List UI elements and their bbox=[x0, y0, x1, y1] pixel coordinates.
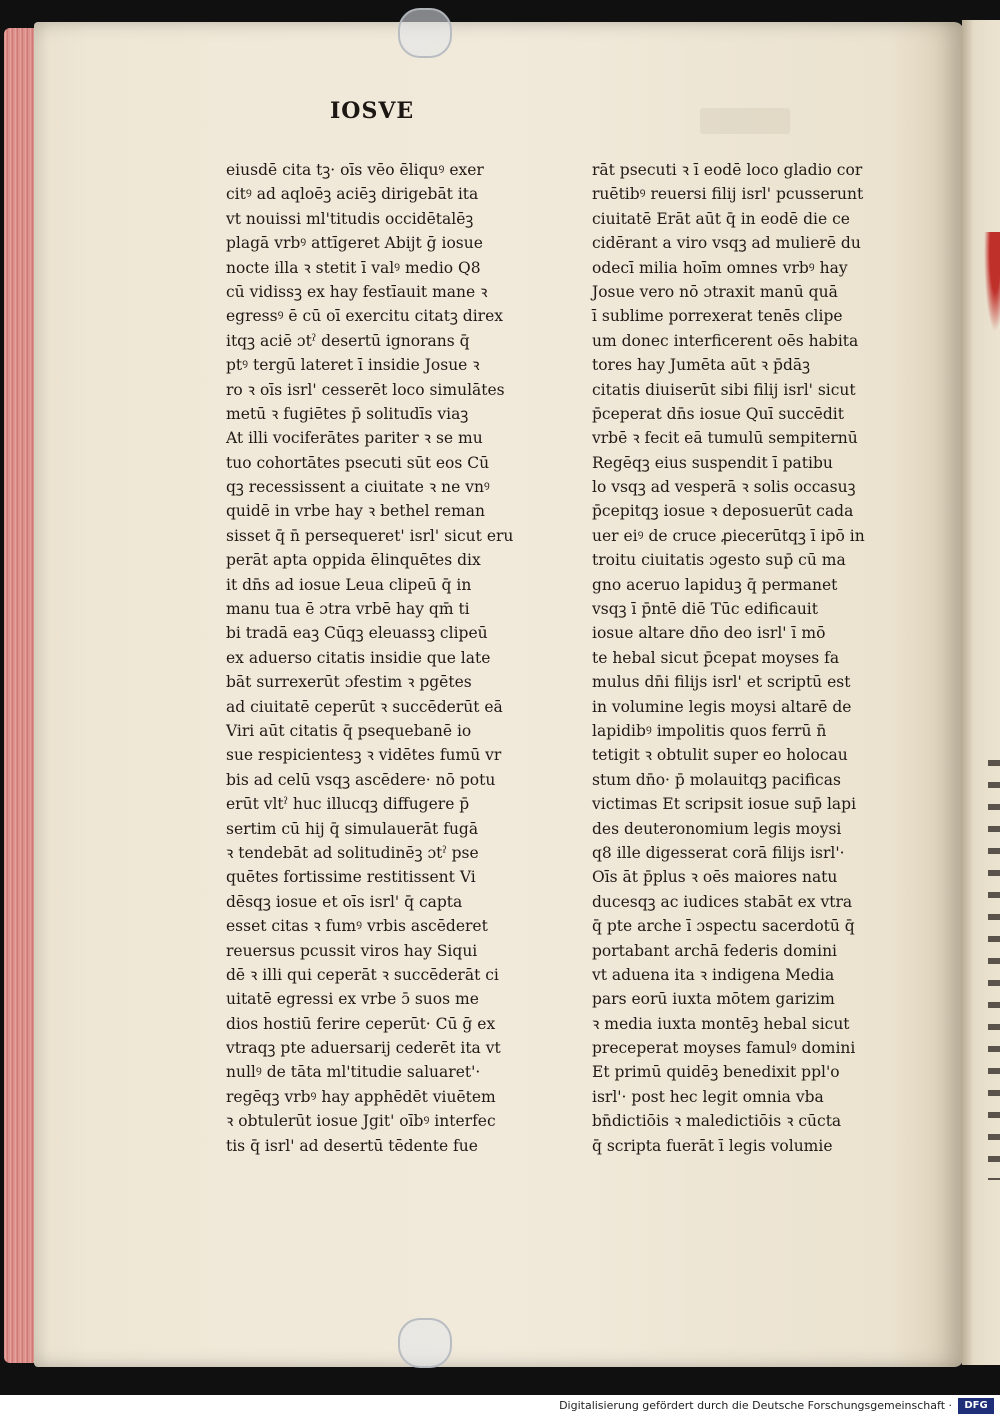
text-line: At illi vociferātes pariter ꝛ se mu bbox=[226, 429, 483, 448]
text-line: egressꝰ ē cū oī exercitu citatꝫ direx bbox=[226, 307, 504, 326]
text-line: metū ꝛ fugiētes p̄ solitudīs viaꝫ bbox=[226, 404, 469, 423]
text-line: qꝫ recessissent a ciuitate ꝛ ne vnꝰ bbox=[226, 478, 490, 497]
text-line: q8 ille digesserat corā filijs isrl'· bbox=[592, 843, 845, 862]
dfg-logo: DFG bbox=[958, 1398, 994, 1414]
text-line: vt aduena ita ꝛ indigena Media bbox=[592, 965, 835, 984]
text-line: dios hostiū ferire ceperūt· Cū ḡ ex bbox=[226, 1014, 496, 1033]
text-line: pars eorū iuxta mōtem garizim bbox=[592, 990, 835, 1009]
text-line: esset citas ꝛ fumꝰ vrbis ascēderet bbox=[226, 917, 488, 936]
text-line: odecī milia hoīm omnes vrbꝰ hay bbox=[592, 258, 848, 277]
text-line: citꝰ ad aqloēꝫ aciēꝫ dirigebāt ita bbox=[226, 185, 479, 204]
text-line: uer eiꝰ de cruce ꝓiecerūtqꝫ ī ipō in bbox=[592, 526, 865, 545]
text-line: Josue vero nō ɔtraxit manū quā bbox=[592, 282, 838, 301]
text-line: erūt vltˀ huc illucqꝫ diffugere p̄ bbox=[226, 795, 470, 814]
text-line: lo vsqꝫ ad vesperā ꝛ solis occasuꝫ bbox=[592, 478, 856, 497]
text-line: ꝛ tendebāt ad solitudinēꝫ ɔtˀ pse bbox=[226, 843, 479, 862]
text-line: vrbē ꝛ fecit eā tumulū sempiternū bbox=[592, 429, 858, 448]
text-line: quētes fortissime restitissent Vi bbox=[226, 868, 476, 887]
text-line: dē ꝛ illi qui ceperāt ꝛ succēderāt ci bbox=[226, 965, 499, 984]
text-line: tuo cohortātes psecuti sūt eos Cū bbox=[226, 453, 490, 472]
text-line: ꝛ obtulerūt iosue Jgit' oībꝰ interfec bbox=[226, 1112, 496, 1131]
text-line: tetigit ꝛ obtulit super eo holocau bbox=[592, 746, 848, 765]
text-line: ciuitatē Erāt aūt q̄ in eodē die ce bbox=[592, 209, 850, 228]
text-line: ruētibꝰ reuersi filij isrl' pcusserunt bbox=[592, 185, 864, 204]
running-head: IOSVE bbox=[330, 98, 415, 124]
text-line: rāt psecuti ꝛ ī eodē loco gladio cor bbox=[592, 161, 863, 179]
text-line: sue respicientesꝫ ꝛ vidētes fumū vr bbox=[226, 746, 502, 765]
text-line: isrl'· post hec legit omnia vba bbox=[592, 1087, 824, 1106]
text-line: q̄ pte arche ī ɔspectu sacerdotū q̄ bbox=[592, 917, 855, 936]
page-clip-bottom bbox=[398, 1318, 452, 1368]
text-line: vsqꝫ ī p̄ntē diē Tūc edificauit bbox=[592, 600, 818, 619]
red-page-edge bbox=[4, 28, 38, 1363]
text-line: iosue altare dn̄o deo isrl' ī mō bbox=[592, 624, 826, 643]
text-line: bāt surrexerūt ɔfestim ꝛ pgētes bbox=[226, 673, 472, 692]
text-line: mulus dn̄i filijs isrl' et scriptū est bbox=[592, 673, 851, 692]
text-line: perāt apta oppida ēlinquētes dix bbox=[226, 551, 481, 570]
text-line: um donec interficerent oēs habita bbox=[592, 331, 859, 350]
text-line: vtraqꝫ pte aduersarij cederēt ita vt bbox=[226, 1039, 501, 1058]
text-line: Viri aūt citatis q̄ psequebanē io bbox=[226, 721, 472, 740]
text-line: uitatē egressi ex vrbe ɔ̄ suos me bbox=[226, 990, 479, 1009]
text-line: itqꝫ aciē ɔtˀ desertū ignorans q̄ bbox=[226, 331, 470, 350]
text-line: preceperat moyses famulꝰ domini bbox=[592, 1039, 856, 1058]
text-line: tis q̄ isrl' ad desertū tēdente fue bbox=[226, 1136, 478, 1155]
text-line: lapidibꝰ impolitis quos ferrū n̄ bbox=[592, 721, 827, 740]
text-line: ro ꝛ oīs isrl' cesserēt loco simulātes bbox=[226, 380, 505, 399]
funding-credit: Digitalisierung gefördert durch die Deutsche Forschungsgemeinschaft · bbox=[559, 1399, 952, 1412]
footer-bar bbox=[0, 1395, 1000, 1418]
text-line: cū vidissꝫ ex hay festīauit mane ꝛ bbox=[226, 282, 488, 301]
text-line: manu tua ē ɔtra vrbē hay qm̄ ti bbox=[226, 600, 470, 619]
text-line: victimas Et scripsit iosue sup̄ lapi bbox=[592, 795, 857, 814]
text-line: nocte illa ꝛ stetit ī valꝰ medio Q8 bbox=[226, 258, 481, 277]
text-line: portabant archā federis domini bbox=[592, 941, 838, 960]
text-line: dēsqꝫ iosue et oīs isrl' q̄ capta bbox=[226, 892, 463, 911]
text-line: sertim cū hij q̄ simulauerāt fugā bbox=[226, 819, 479, 838]
text-line: ex aduerso citatis insidie que late bbox=[226, 648, 491, 667]
text-line: regēqꝫ vrbꝰ hay apphēdēt viuētem bbox=[226, 1087, 496, 1106]
text-line: p̄ceperat dn̄s iosue Quī succēdit bbox=[592, 404, 844, 423]
text-line: ptꝰ tergū lateret ī insidie Josue ꝛ bbox=[226, 356, 480, 375]
text-line: ad ciuitatē ceperūt ꝛ succēderūt eā bbox=[226, 697, 503, 716]
text-line: p̄cepitqꝫ iosue ꝛ deposuerūt cada bbox=[592, 502, 854, 521]
text-line: reuersus pcussit viros hay Siqui bbox=[226, 941, 478, 960]
text-line: ꝛ media iuxta montēꝫ hebal sicut bbox=[592, 1014, 850, 1033]
text-line: vt nouissi ml'titudis occidētalēꝫ bbox=[226, 209, 474, 228]
text-line: troitu ciuitatis ɔgesto sup̄ cū ma bbox=[592, 551, 846, 570]
text-line: bi tradā eaꝫ Cūqꝫ eleuassꝫ clipeū bbox=[226, 624, 488, 643]
text-line: stum dn̄o· p̄ molauitqꝫ pacificas bbox=[592, 770, 841, 789]
text-column-right bbox=[592, 158, 865, 1158]
text-line: plagā vrbꝰ attīgeret Abijt ḡ iosue bbox=[226, 234, 483, 253]
text-line: des deuteronomium legis moysi bbox=[592, 819, 842, 838]
text-line: bn̄dictiōis ꝛ maledictiōis ꝛ cūcta bbox=[592, 1112, 842, 1131]
text-line: it dn̄s ad iosue Leua clipeū q̄ in bbox=[226, 575, 472, 594]
text-line: citatis diuiserūt sibi filij isrl' sicut bbox=[592, 380, 856, 399]
text-line: in volumine legis moysi altarē de bbox=[592, 697, 852, 716]
text-line: te hebal sicut p̄cepat moyses fa bbox=[592, 648, 840, 667]
text-column-left bbox=[226, 158, 513, 1158]
text-line: quidē in vrbe hay ꝛ bethel reman bbox=[226, 502, 485, 521]
facing-page-text-fragment bbox=[988, 760, 1000, 1180]
text-line: nullꝰ de tāta ml'titudie saluaret'· bbox=[226, 1063, 481, 1082]
page-clip-top bbox=[398, 8, 452, 58]
text-line: ducesqꝫ ac iudices stabāt ex vtra bbox=[592, 892, 853, 911]
text-line: gno aceruo lapiduꝫ q̄ permanet bbox=[592, 575, 838, 594]
text-line: Et primū quidēꝫ benedixit ppl'o bbox=[592, 1063, 840, 1082]
text-line: Oīs āt p̄plus ꝛ oēs maiores natu bbox=[592, 868, 838, 887]
text-line: Regēqꝫ eius suspendit ī patibu bbox=[592, 453, 833, 472]
text-line: bis ad celū vsqꝫ ascēdere· nō potu bbox=[226, 770, 496, 789]
text-line: eiusdē cita tꝫ· oīs vēo ēliquꝰ exer bbox=[226, 161, 484, 179]
text-line: q̄ scripta fuerāt ī legis volumie bbox=[592, 1136, 833, 1155]
text-line: cidērant a viro vsqꝫ ad mulierē du bbox=[592, 234, 861, 253]
text-line: tores hay Jumēta aūt ꝛ p̄dāꝫ bbox=[592, 356, 811, 375]
red-initial-mark bbox=[984, 232, 1000, 332]
text-line: sisset q̄ n̄ persequeret' isrl' sicut eru bbox=[226, 526, 514, 545]
text-line: ī sublime porrexerat tenēs clipe bbox=[592, 307, 843, 326]
faint-folio-mark bbox=[700, 108, 790, 134]
